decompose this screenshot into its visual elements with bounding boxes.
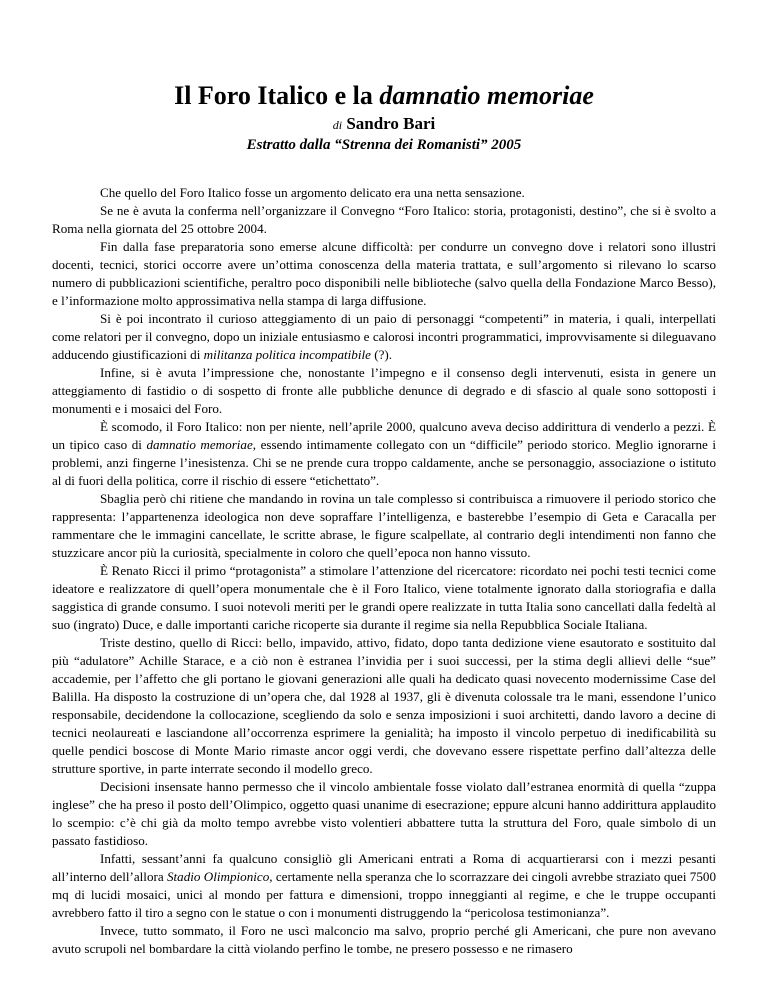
text-run: Si è poi incontrato il curioso atteggiamento di un paio di personaggi “competenti” in materia, i quali, interpellati come relatori per il convegno, dopo un iniziale entusiasmo e calorosi incontri programmatici, improvvisamente si dileguavano adducendo giustificazioni di	[52, 311, 716, 362]
paragraph	[52, 562, 716, 634]
paragraph	[52, 634, 716, 778]
paragraph	[52, 310, 716, 364]
text-run: È scomodo, il Foro Italico: non per niente, nell’aprile 2000, qualcuno aveva deciso addirittura di venderlo a pezzi. È un tipico caso di	[52, 419, 716, 452]
paragraph	[52, 184, 716, 202]
document-title	[52, 80, 716, 112]
text-run: Triste destino, quello di Ricci: bello, impavido, attivo, fidato, dopo tanta dedizione viene esautorato e sostituito dal più “adulatore” Achille Starace, e a ciò non è estranea l’invidia per i suoi successi, per la stima degli allievi delle “sue” accademie, per l’affetto che gli portano le giovani generazioni alle quali ha dedicato quasi novecento modernissime Case del Balilla. Ha disposto la costruzione di un’opera che, dal 1928 al 1937, gli è divenuta colossale tra le mani, essendone l’unico responsabile, decidendone la collocazione, scegliendo da solo e senza imposizioni i suoi architetti, dando lavoro a decine di tecnici neolaureati e lasciandone all’occorrenza esprimere la genialità; ha imposto il vincolo perpetuo di inedificabilità su quelle pendici boscose di Monte Mario rimaste ancor oggi verdi, che dovevano essere rispettate perfino dall’altezza delle strutture sportive, in parte interrate secondo il modello greco.	[52, 635, 716, 776]
paragraph	[52, 850, 716, 922]
text-run: Se ne è avuta la conferma nell’organizzare il Convegno “Foro Italico: storia, protagonisti, destino”, che si è svolto a Roma nella giornata del 25 ottobre 2004.	[52, 203, 716, 236]
italic-run: Stadio Olimpionico	[167, 869, 270, 884]
italic-run: militanza politica incompatibile	[203, 347, 371, 362]
paragraph	[52, 202, 716, 238]
paragraph	[52, 364, 716, 418]
text-run: Che quello del Foro Italico fosse un argomento delicato era una netta sensazione.	[100, 185, 525, 200]
article-body	[52, 184, 716, 958]
text-run: Invece, tutto sommato, il Foro ne uscì malconcio ma salvo, proprio perché gli Americani, che pure non avevano avuto scrupoli nel bombardare la città violando perfino le tombe, ne presero possesso e ne rimasero	[52, 923, 716, 956]
text-run: Infatti, sessant’anni fa qualcuno consigliò gli Americani entrati a Roma di acquartierarsi con i mezzi pesanti all’interno dell’allora	[52, 851, 716, 884]
text-run: , essendo intimamente collegato con un “difficile” periodo storico. Meglio ignorarne i problemi, anzi fingerne l’inesistenza. Chi se ne prende cura troppo caldamente, anche se personaggio, associazione o istituto al di fuori della politica, corre il rischio di essere “etichettato”.	[52, 437, 717, 488]
text-run: Infine, si è avuta l’impressione che, nonostante l’impegno e il consenso degli intervenuti, esista in genere un atteggiamento di fastidio o di sospetto di fronte alle pubbliche denunce di degrado e di sfascio al quale sono sottoposti i monumenti e i mosaici del Foro.	[52, 365, 716, 416]
text-run: Fin dalla fase preparatoria sono emerse alcune difficoltà: per condurre un convegno dove i relatori sono illustri docenti, tecnici, storici occorre avere un’ottima conoscenza della materia trattata, e sull’argomento si rilevano lo scarso numero di pubblicazioni scientifiche, peraltro poco disponibili nelle biblioteche (salvo quella della Fondazione Marco Besso), e l’informazione molto approssimativa nella stampa di larga diffusione.	[52, 239, 716, 308]
byline	[52, 114, 716, 135]
text-run: (?).	[370, 347, 393, 362]
subtitle: Estratto dalla “Strenna dei Romanisti” 2005	[246, 137, 522, 153]
title-emphasis: damnatio memoriae	[379, 81, 594, 110]
paragraph	[52, 778, 716, 850]
title-text: Il Foro Italico e la	[174, 81, 380, 110]
author-name: Sandro Bari	[346, 114, 436, 133]
text-run: È Renato Ricci il primo “protagonista” a stimolare l’attenzione del ricercatore: ricordato nei pochi testi tecnici come ideatore e realizzatore di quell’opera monumentale che è il Foro Italico, viene totalmente ignorato dalla storiografia e dalla saggistica di grande consumo. I suoi notevoli meriti per le grandi opere realizzate in tutta Italia sono cancellati dalla fedeltà al suo (ingrato) Duce, e dalle importanti cariche ricoperte sia durante il regime sia nella Repubblica Sociale Italiana.	[52, 563, 716, 632]
text-run: , certamente nella speranza che lo scorrazzare dei cingoli avrebbe straziato quei 7500 mq di lucidi mosaici, unici al mondo per fattura e dimensioni, troppo inneggianti al regime, e che le truppe occupanti avrebbero fatto il tiro a segno con le statue o con i monumenti distruggendo la “pericolosa testimonianza”.	[52, 869, 716, 920]
text-run: Decisioni insensate hanno permesso che il vincolo ambientale fosse violato dall’estranea enormità di quella “zuppa inglese” che ha preso il posto dell’Olimpico, oggetto quasi unanime di esecrazione; eppure alcuni hanno addirittura applaudito lo scempio: c’è chi già da molto tempo avrebbe visto volentieri abbattere tutta la struttura del Foro, quale simbolo di un passato fastidioso.	[52, 779, 716, 848]
paragraph	[52, 418, 716, 490]
paragraph	[52, 922, 716, 958]
paragraph	[52, 490, 716, 562]
byline-di: di	[332, 118, 343, 132]
text-run: Sbaglia però chi ritiene che mandando in rovina un tale complesso si contribuisca a rimuovere il periodo storico che rappresenta: l’appartenenza ideologica non deve sopraffare l’intelligenza, e basterebbe l’esempio di Geta e Caracalla per rammentare che le immagini cancellate, le scritte abrase, le figure scalpellate, al contrario degli intendimenti non fanno che stuzzicare ancor più la curiosità, specialmente in coloro che quell’epoca non hanno vissuto.	[52, 491, 716, 560]
italic-run: damnatio memoriae	[146, 437, 253, 452]
paragraph	[52, 238, 716, 310]
